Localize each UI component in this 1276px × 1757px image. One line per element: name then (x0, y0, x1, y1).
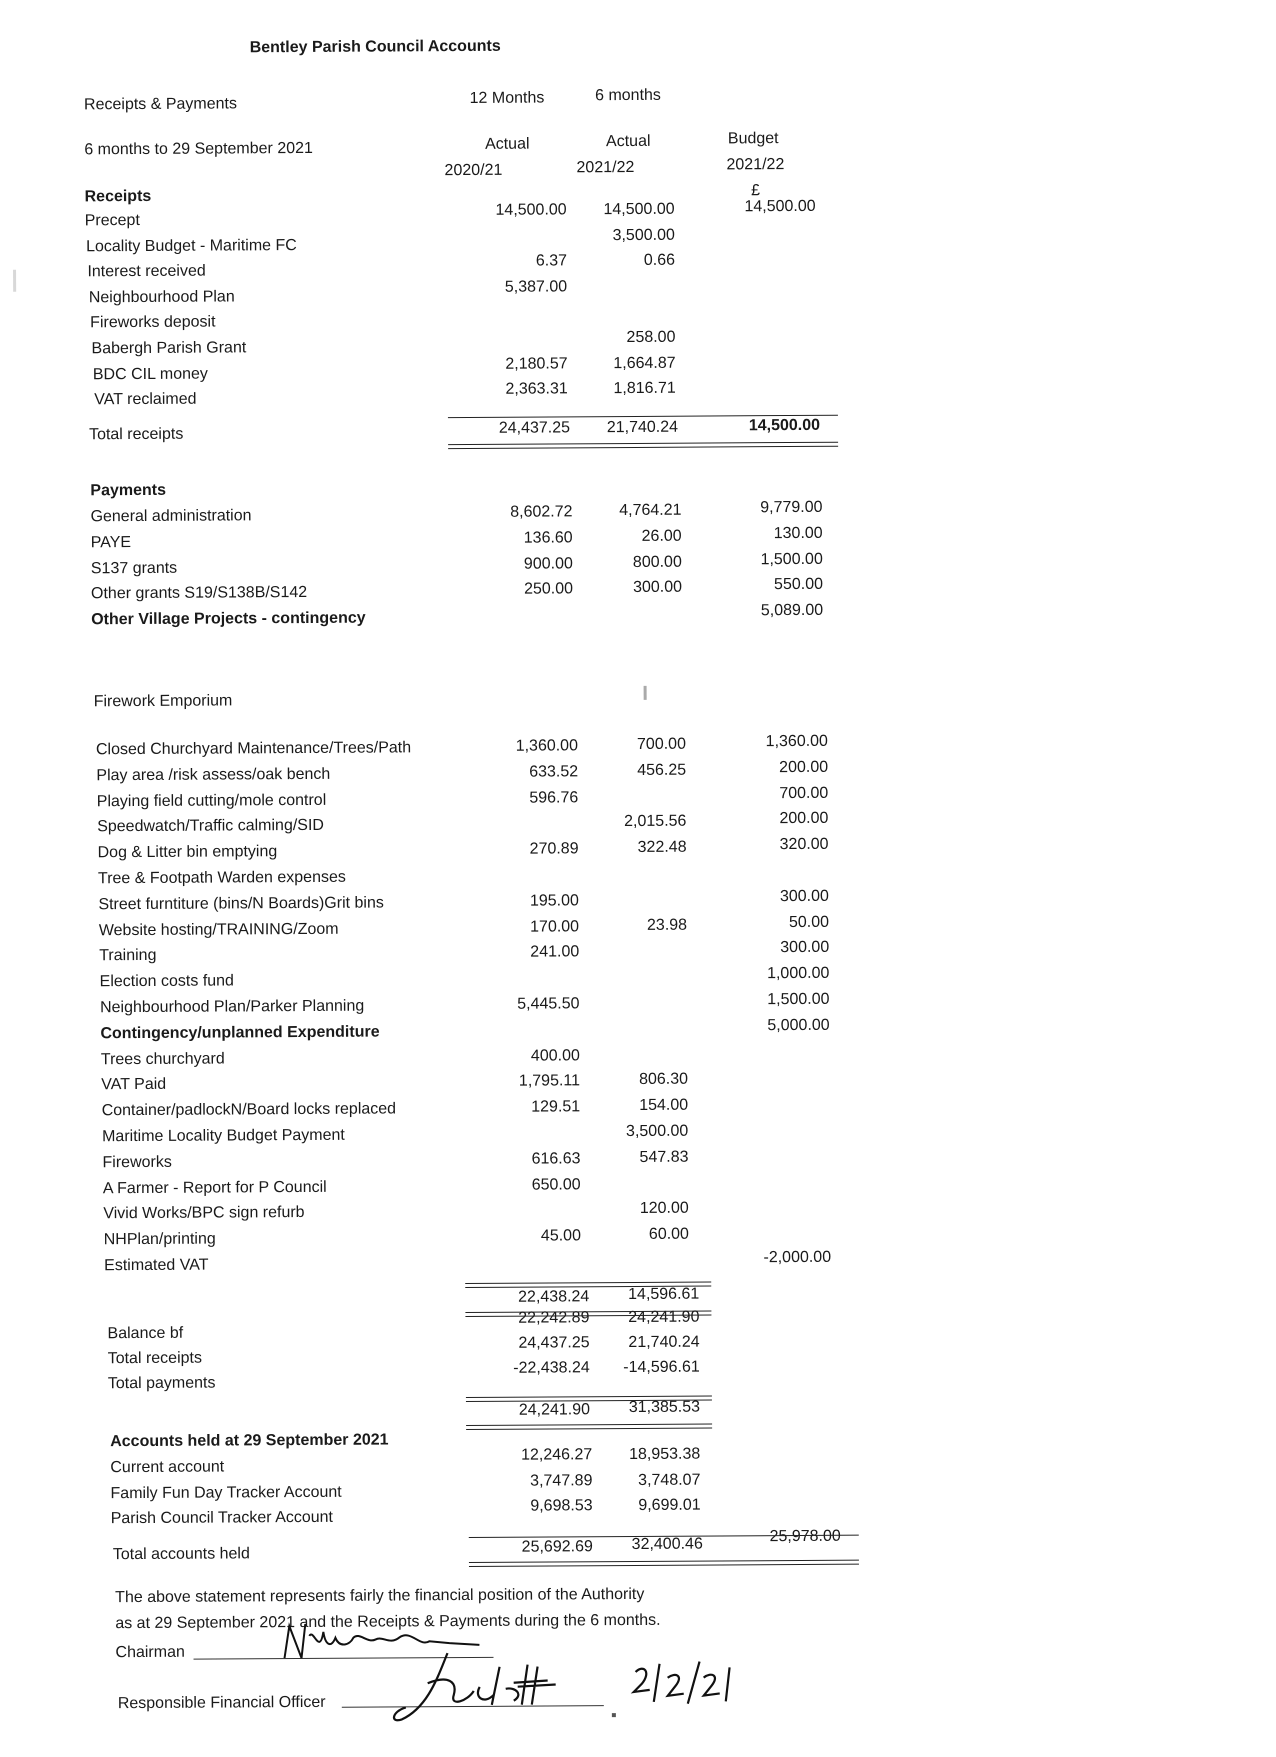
cell-actual-2021-22: 1,816.71 (613, 379, 676, 398)
cell-budget-2021-22: 1,500.00 (760, 550, 823, 568)
payment-row: Election costs fund (99, 972, 234, 991)
cell-actual-2020-21: 241.00 (530, 943, 580, 961)
scan-mark (13, 270, 16, 292)
cell-budget-2021-22: 1,500.00 (767, 990, 830, 1009)
cell-budget-2021-22: 200.00 (779, 810, 829, 828)
col1-year-header: 2020/21 (444, 161, 503, 180)
cell-actual-2020-21: 170.00 (530, 917, 580, 936)
payment-row: Estimated VAT (104, 1256, 209, 1275)
cell-actual-2021-22: 14,500.00 (603, 200, 675, 219)
payment-row: A Farmer - Report for P Council (102, 1178, 327, 1197)
accounts-total-rule (469, 1560, 859, 1567)
cell-actual-2021-22: 806.30 (639, 1071, 689, 1089)
cell-actual-2020-21: 129.51 (531, 1098, 581, 1116)
section-heading: Receipts & Payments (83, 95, 238, 114)
cell-actual-2021-22: 1,664.87 (613, 354, 676, 372)
cell-actual-2021-22: 4,764.21 (619, 501, 682, 520)
col2-year-header: 2021/22 (576, 158, 635, 177)
rfo-signature (387, 1646, 587, 1727)
cell-budget-2021-22: 130.00 (773, 524, 823, 542)
statement-line-1: The above statement represents fairly the financial position of the Authority (115, 1585, 645, 1607)
payment-row: Playing field cutting/mole control (96, 791, 327, 810)
cell-budget-2021-22: 200.00 (779, 758, 829, 776)
cell-actual-2021-22: 800.00 (632, 553, 682, 571)
account-row: Current account (110, 1458, 225, 1477)
cell-actual-2020-21: 1,360.00 (515, 737, 579, 755)
cell-actual-2021-22: 300.00 (632, 579, 683, 597)
cell-actual-2021-22: -14,596.61 (623, 1358, 700, 1377)
cell-budget-2021-22: 50.00 (788, 913, 830, 931)
account-row: Family Fun Day Tracker Account (110, 1483, 342, 1503)
reconciliation-row: Total receipts (107, 1349, 203, 1368)
payment-row: Website hosting/TRAINING/Zoom (98, 920, 339, 939)
cell-budget-2021-22: 5,089.00 (760, 602, 824, 620)
cell-actual-2020-21: 900.00 (523, 554, 573, 573)
receipt-row: Neighbourhood Plan (88, 288, 235, 307)
cell-actual-2021-22: 21,740.24 (606, 418, 679, 437)
payment-row: Street furntiture (bins/N Boards)Grit bins (98, 894, 384, 914)
cell-budget-2021-22: 1,360.00 (765, 732, 828, 751)
payment-row: VAT Paid (101, 1076, 167, 1094)
cell-actual-2020-21: 6.37 (535, 252, 568, 270)
payment-row: Other grants S19/S138B/S142 (90, 584, 308, 603)
cell-actual-2021-22: 700.00 (636, 735, 686, 753)
receipt-row: Locality Budget - Maritime FC (86, 236, 297, 255)
cell-actual-2020-21: 22,242.89 (518, 1309, 590, 1327)
cell-actual-2021-22: 258.00 (626, 328, 676, 347)
payment-row: Tree & Footpath Warden expenses (97, 868, 346, 888)
cell-budget-2021-22: 300.00 (780, 939, 830, 957)
document-title: Bentley Parish Council Accounts (249, 37, 501, 57)
cell-actual-2020-21: 633.52 (529, 763, 579, 781)
chairman-label: Chairman (115, 1643, 185, 1662)
receipts-total-rule (448, 442, 838, 449)
signature-date (630, 1657, 740, 1708)
payment-row: Closed Churchyard Maintenance/Trees/Path (95, 739, 412, 759)
payment-row: Fireworks (102, 1153, 172, 1172)
cell-actual-2021-22: 154.00 (639, 1096, 689, 1115)
payment-row: Play area /risk assess/oak bench (96, 765, 331, 785)
cell-actual-2021-22: 3,500.00 (625, 1122, 689, 1141)
cell-actual-2020-21: 195.00 (529, 892, 579, 910)
cell-budget-2021-22: 550.00 (773, 576, 824, 594)
payment-row: Neighbourhood Plan/Parker Planning (99, 997, 365, 1017)
cell-actual-2021-22: 18,953.38 (629, 1445, 701, 1464)
cell-actual-2020-21: 616.63 (531, 1150, 581, 1168)
cell-actual-2021-22: 21,740.24 (628, 1333, 700, 1352)
cell-budget-2021-22: 320.00 (779, 835, 829, 854)
col3-type-header: Budget (727, 130, 779, 148)
receipt-row: BDC CIL money (92, 365, 208, 383)
reconciliation-row: Balance bf (107, 1324, 184, 1343)
account-row: Parish Council Tracker Account (110, 1508, 334, 1528)
cell-actual-2021-22: 14,596.61 (628, 1285, 700, 1304)
cell-actual-2020-21: 250.00 (524, 580, 574, 599)
payment-row: Contingency/unplanned Expenditure (100, 1023, 380, 1043)
cell-actual-2021-22: 3,748.07 (638, 1471, 701, 1489)
cell-budget-2021-22: 1,000.00 (767, 964, 830, 983)
cell-actual-2021-22: 60.00 (648, 1225, 689, 1244)
cell-actual-2021-22: 9,699.01 (638, 1496, 701, 1514)
cell-actual-2020-21: 650.00 (531, 1175, 581, 1194)
statement-line-2: as at 29 September 2021 and the Receipts & Payments during the 6 months. (115, 1611, 661, 1633)
receipts-heading: Receipts (84, 187, 152, 206)
reconciliation-row: Total payments (107, 1374, 216, 1393)
col1-span-header: 12 Months (469, 89, 545, 107)
col3-year-header: 2021/22 (726, 156, 785, 174)
payment-row: Container/padlockN/Board locks replaced (101, 1100, 397, 1120)
payment-row: Training (99, 947, 157, 965)
cell-actual-2020-21: 24,437.25 (498, 419, 571, 437)
cell-actual-2021-22: 31,385.53 (628, 1398, 701, 1417)
cell-actual-2020-21: 270.89 (529, 840, 579, 858)
cell-actual-2021-22: 2,015.56 (624, 813, 687, 831)
receipts-total: Total receipts (88, 425, 184, 444)
accounts-heading: Accounts held at 29 September 2021 (110, 1431, 389, 1451)
cell-actual-2020-21: 9,698.53 (530, 1497, 593, 1515)
payment-row: S137 grants (90, 559, 178, 577)
period-label: 6 months to 29 September 2021 (84, 139, 313, 159)
cell-actual-2020-21: 24,437.25 (518, 1334, 590, 1352)
col2-type-header: Actual (605, 132, 651, 151)
cell-actual-2020-21: 3,747.89 (530, 1472, 593, 1490)
cell-actual-2020-21: 24,241.90 (518, 1401, 591, 1419)
receipt-row: VAT reclaimed (94, 390, 197, 409)
payments-heading: Payments (90, 481, 167, 500)
cell-budget-2021-22: -2,000.00 (763, 1248, 832, 1267)
cell-actual-2021-22: 3,500.00 (612, 226, 675, 244)
cell-actual-2020-21: 400.00 (530, 1046, 580, 1065)
cell-actual-2021-22: 24,241.90 (628, 1308, 700, 1327)
receipt-row: Babergh Parish Grant (91, 339, 247, 358)
cell-actual-2021-22: 547.83 (639, 1148, 689, 1166)
payment-row: Dog & Litter bin emptying (97, 843, 278, 862)
cell-actual-2020-21: 14,500.00 (495, 201, 567, 219)
receipt-row: Precept (84, 211, 140, 230)
scan-mark (612, 1713, 616, 1717)
accounts-total: Total accounts held (112, 1545, 250, 1564)
cell-actual-2020-21: 8,602.72 (510, 503, 573, 521)
cell-actual-2020-21: 136.60 (523, 529, 573, 547)
cell-actual-2021-22: 0.66 (643, 251, 676, 270)
cell-actual-2021-22: 120.00 (639, 1200, 689, 1218)
payment-row: NHPlan/printing (103, 1230, 216, 1249)
cell-budget-2021-22: 14,500.00 (748, 416, 821, 435)
cell-budget-2021-22: 5,000.00 (767, 1016, 830, 1034)
col1-type-header: Actual (484, 135, 530, 153)
cell-actual-2020-21: 1,795.11 (518, 1072, 581, 1091)
cell-actual-2020-21: 25,692.69 (521, 1538, 593, 1556)
payment-row: Trees churchyard (100, 1050, 225, 1068)
cell-actual-2020-21: 2,180.57 (505, 354, 568, 373)
cell-actual-2021-22: 322.48 (637, 838, 687, 857)
cell-actual-2020-21: 596.76 (529, 788, 579, 807)
payment-row: Other Village Projects - contingency (91, 609, 366, 629)
rfo-label: Responsible Financial Officer (117, 1693, 326, 1713)
cell-actual-2020-21: 22,438.24 (518, 1288, 590, 1306)
cell-actual-2021-22: 456.25 (637, 761, 687, 779)
firework-emporium-label: Firework Emporium (93, 692, 233, 711)
cell-budget-2021-22: 700.00 (779, 784, 829, 802)
cell-budget-2021-22: 9,779.00 (760, 498, 823, 517)
payment-row: Speedwatch/Traffic calming/SID (97, 817, 325, 836)
payment-row: Vivid Works/BPC sign refurb (103, 1204, 305, 1223)
cell-actual-2021-22: 32,400.46 (631, 1535, 703, 1554)
receipt-row: Interest received (87, 262, 206, 281)
col2-span-header: 6 months (595, 86, 661, 105)
cell-actual-2021-22: 23.98 (646, 916, 688, 934)
receipt-row: Fireworks deposit (90, 313, 216, 332)
cell-actual-2020-21: 12,246.27 (521, 1446, 593, 1464)
currency-symbol: £ (751, 182, 761, 200)
cell-actual-2020-21: -22,438.24 (513, 1359, 590, 1377)
cell-actual-2021-22: 26.00 (641, 527, 682, 545)
payment-row: PAYE (90, 533, 132, 552)
cell-actual-2020-21: 5,445.50 (517, 995, 580, 1013)
cell-actual-2020-21: 2,363.31 (505, 380, 568, 398)
cell-budget-2021-22: 300.00 (779, 887, 829, 905)
cell-actual-2020-21: 45.00 (540, 1227, 581, 1245)
scan-mark (644, 686, 647, 700)
payment-row: Maritime Locality Budget Payment (102, 1126, 345, 1146)
reconciliation-total-rule (466, 1424, 712, 1431)
cell-budget-2021-22: 25,978.00 (769, 1527, 841, 1546)
cell-actual-2020-21: 5,387.00 (504, 278, 568, 296)
cell-budget-2021-22: 14,500.00 (744, 197, 816, 216)
payment-row: General administration (90, 507, 252, 526)
